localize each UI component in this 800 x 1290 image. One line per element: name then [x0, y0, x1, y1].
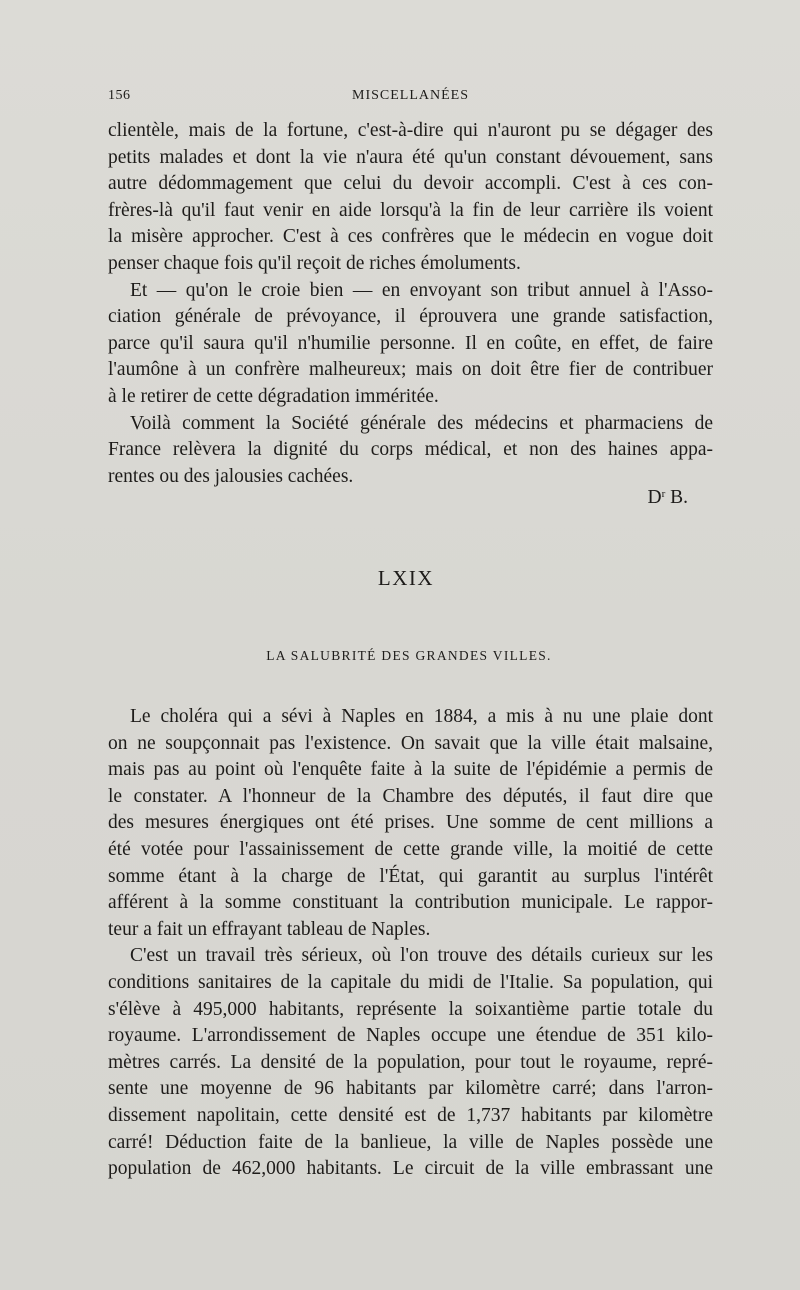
- signature-superscript: r: [661, 488, 666, 500]
- text-line: C'est un travail très sérieux, où l'on trouve des détails curieux sur les: [130, 945, 713, 967]
- text-line: l'aumône à un confrère malheureux; mais on doit être fier de contribuer: [108, 359, 713, 381]
- text-line: royaume. L'arrondissement de Naples occupe une étendue de 351 kilo-: [108, 1025, 713, 1047]
- text-line: la misère approcher. C'est à ces confrères que le médecin en vogue doit: [108, 226, 713, 248]
- chapter-title: LA SALUBRITÉ DES GRANDES VILLES.: [266, 648, 552, 663]
- text-line: mètres carrés. La densité de la population, pour tout le royaume, repré-: [108, 1051, 713, 1073]
- page-number: 156: [108, 88, 131, 103]
- text-line: Le choléra qui a sévi à Naples en 1884, a mis à nu une plaie dont: [130, 706, 713, 727]
- text-line: population de 462,000 habitants. Le circuit de la ville embrassant une: [108, 1158, 713, 1180]
- signature-name: B.: [665, 487, 688, 508]
- paragraphs-section-1: [108, 118, 713, 490]
- text-line: parce qu'il saura qu'il n'humilie personne. Il en coûte, en effet, de faire: [108, 332, 713, 354]
- text-line: afférent à la somme constituant la contribution municipale. Le rappor-: [108, 892, 713, 914]
- text-line: teur a fait un effrayant tableau de Naples.: [108, 918, 431, 940]
- text-line: rentes ou des jalousies cachées.: [108, 465, 354, 487]
- text-line: à le retirer de cette dégradation imméritée.: [108, 385, 439, 407]
- text-line: autre dédommagement que celui du devoir accompli. C'est à ces con-: [108, 173, 713, 195]
- text-line: frères-là qu'il faut venir en aide lorsqu'à la fin de leur carrière ils voient: [108, 199, 713, 221]
- text-line: Voilà comment la Société générale des médecins et pharmaciens de: [130, 412, 713, 434]
- text-line: France relèvera la dignité du corps médical, et non des haines appa-: [108, 439, 713, 461]
- text-line: mais pas au point où l'enquête faite à la suite de l'épidémie a permis de: [108, 759, 713, 781]
- signature-prefix: D: [647, 487, 662, 508]
- text-line: conditions sanitaires de la capitale du midi de l'Italie. Sa population, qui: [108, 971, 713, 993]
- text-line: petits malades et dont la vie n'aura été qu'un constant dévouement, sans: [108, 146, 713, 168]
- text-line: Et — qu'on le croie bien — en envoyant son tribut annuel à l'Asso-: [130, 279, 713, 301]
- paragraphs-section-2: [108, 704, 713, 1183]
- text-line: dissement napolitain, cette densité est de 1,737 habitants par kilomètre: [108, 1104, 713, 1126]
- text-line: clientèle, mais de la fortune, c'est-à-dire qui n'auront pu se dégager des: [108, 120, 713, 141]
- running-title: MISCELLANÉES: [352, 88, 469, 103]
- author-signature: [108, 487, 688, 509]
- text-line: le constater. A l'honneur de la Chambre des députés, il faut dire que: [108, 785, 713, 807]
- text-line: somme étant à la charge de l'État, qui garantit au surplus l'intérêt: [108, 865, 713, 887]
- text-line: des mesures énergiques ont été prises. Une somme de cent millions a: [108, 812, 713, 834]
- chapter-number: LXIX: [377, 566, 435, 590]
- running-header: [108, 88, 713, 110]
- text-line: on ne soupçonnait pas l'existence. On savait que la ville était malsaine,: [108, 732, 713, 754]
- text-line: penser chaque fois qu'il reçoit de riches émoluments.: [108, 252, 521, 274]
- text-line: carré! Déduction faite de la banlieue, la ville de Naples possède une: [108, 1131, 713, 1153]
- text-line: ciation générale de prévoyance, il éprouvera une grande satisfaction,: [108, 306, 713, 328]
- text-line: sente une moyenne de 96 habitants par kilomètre carré; dans l'arron-: [108, 1078, 713, 1100]
- text-line: s'élève à 495,000 habitants, représente la soixantième partie totale du: [108, 998, 713, 1020]
- text-line: été votée pour l'assainissement de cette grande ville, la moitié de cette: [108, 838, 713, 860]
